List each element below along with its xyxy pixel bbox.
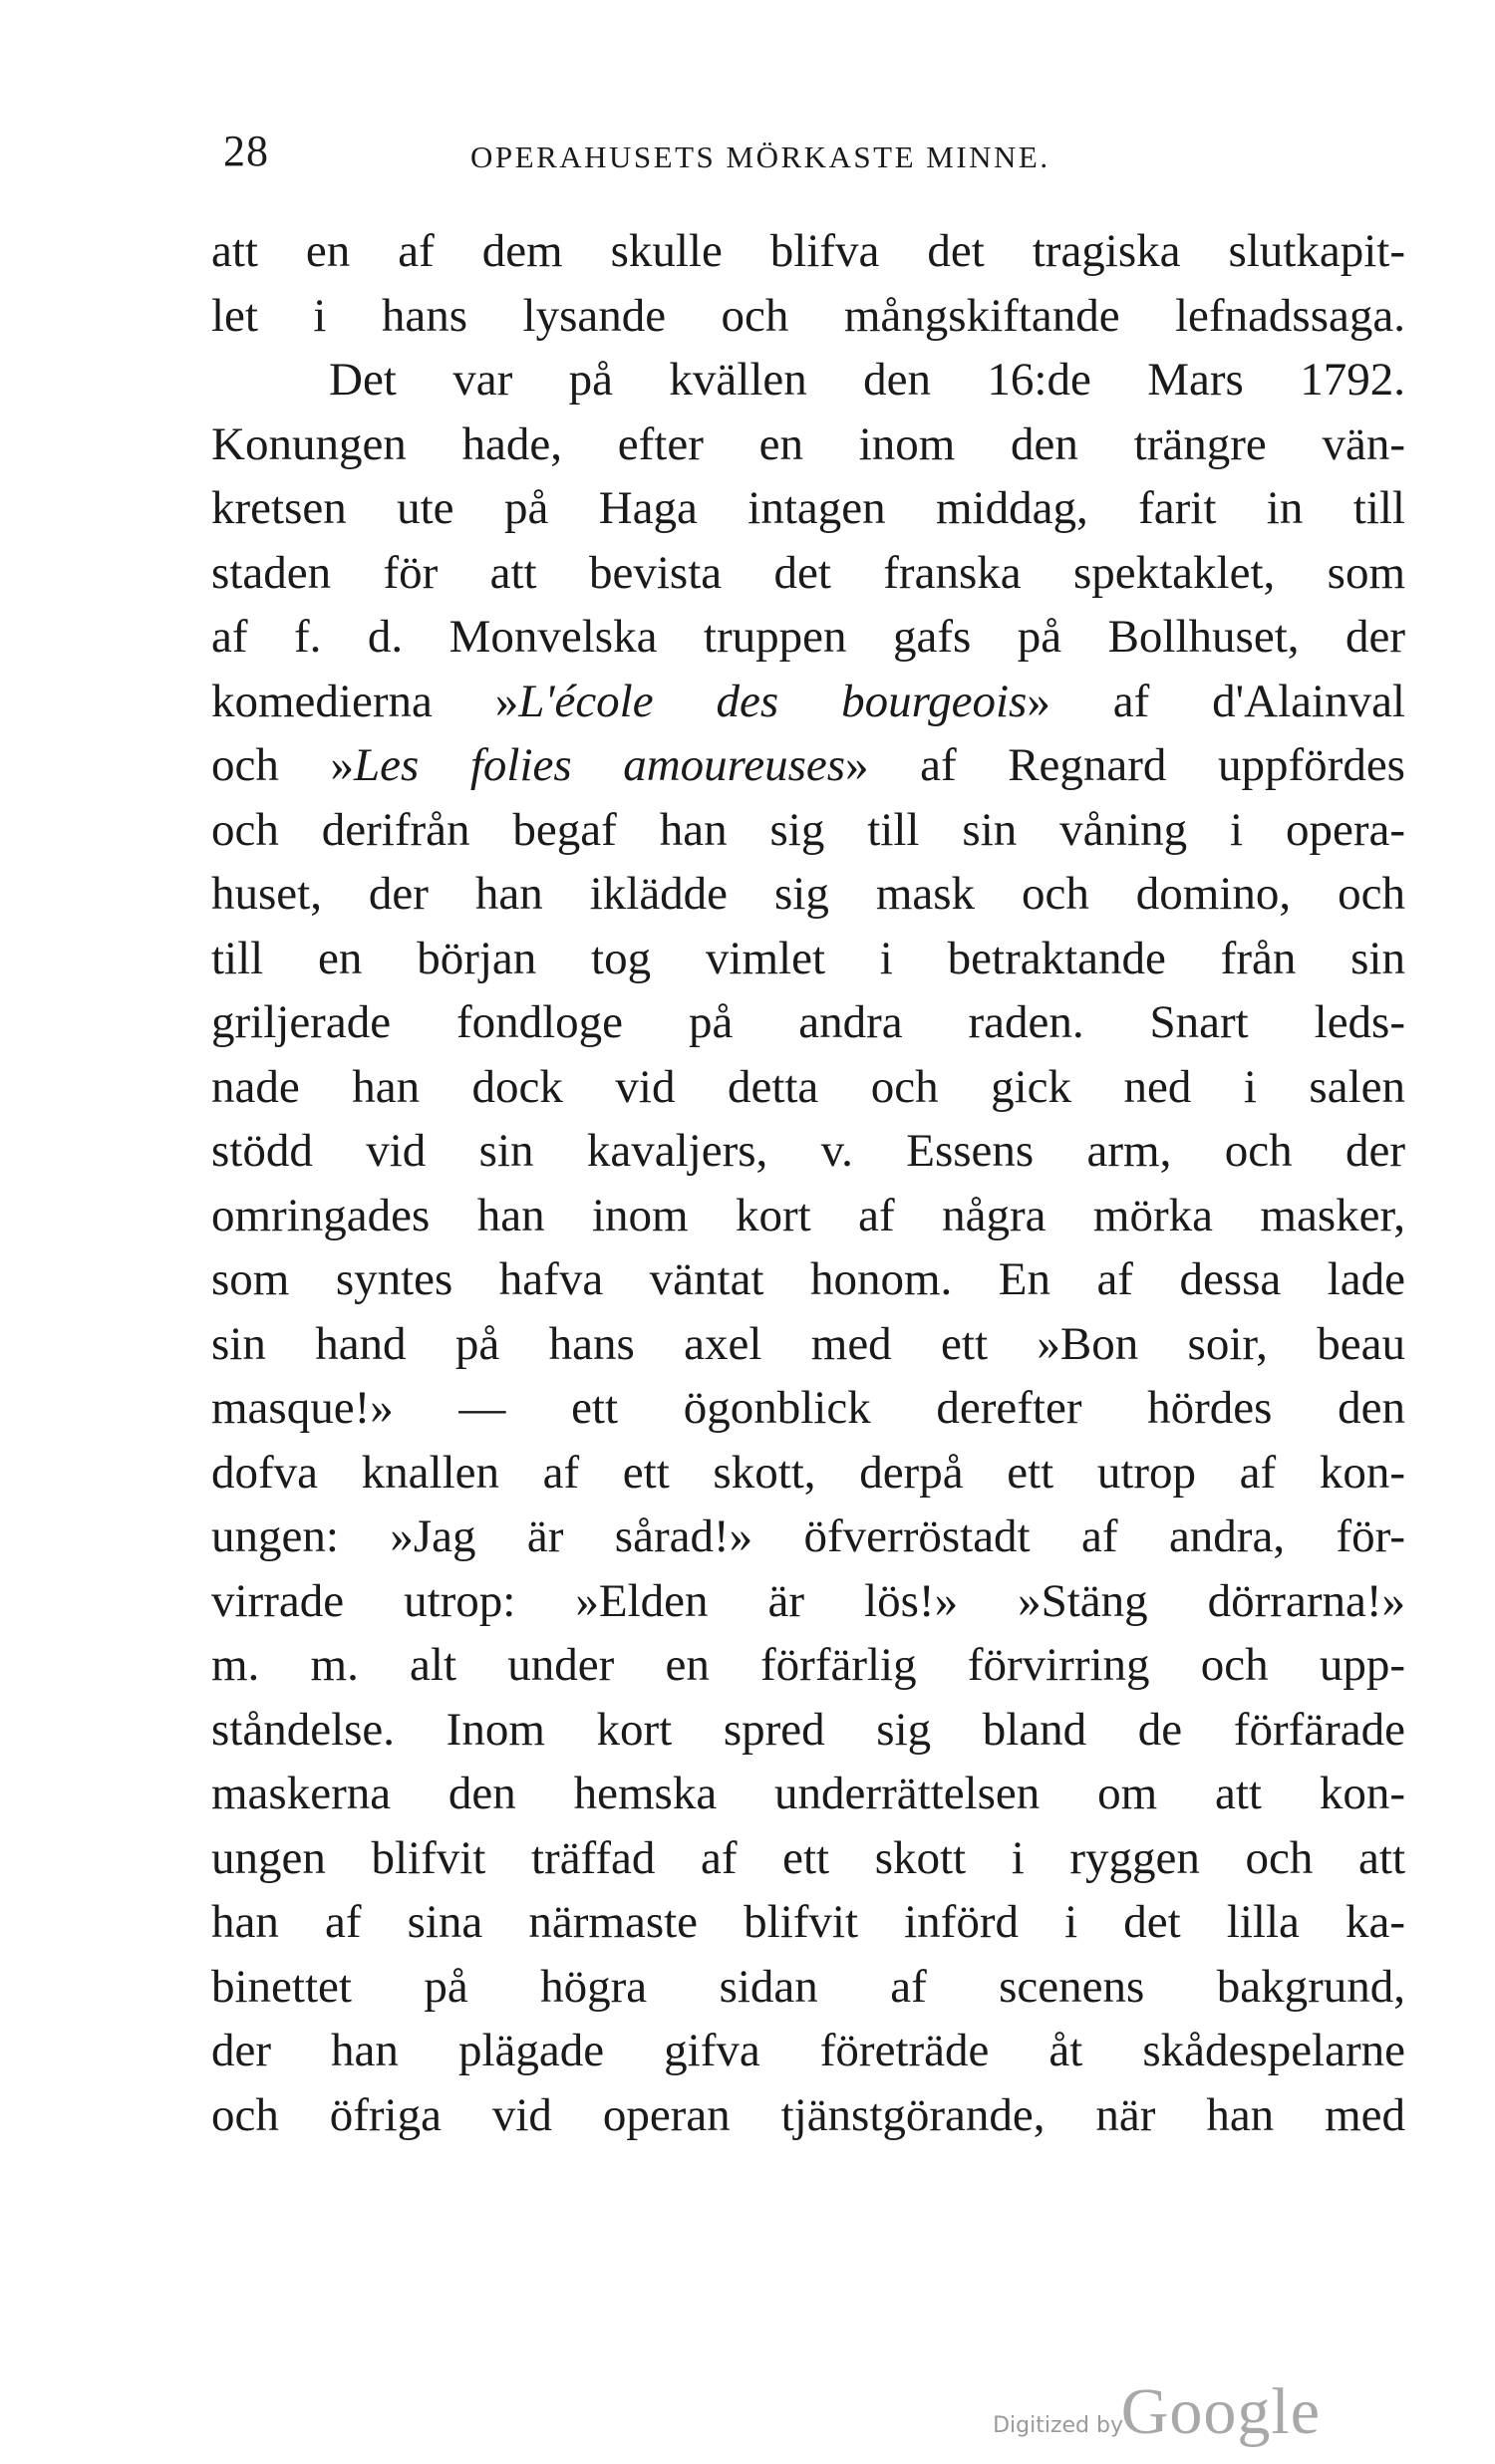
text-segment: komedierna » xyxy=(211,675,519,727)
text-line: ungen: »Jag är sårad!» öfverröstadt af andra, för- xyxy=(211,1510,1405,1562)
text-line: sin hand på hans axel med ett »Bon soir, beau xyxy=(211,1317,1405,1370)
text-line: stödd vid sin kavaljers, v. Essens arm, och der xyxy=(211,1125,1405,1177)
text-line: och derifrån begaf han sig till sin våning i opera- xyxy=(211,803,1405,856)
text-line-with-italic xyxy=(211,733,1405,798)
italic-title: L'école des bourgeois xyxy=(518,675,1028,727)
text-segment: » af d'Alainval xyxy=(1027,675,1405,727)
text-line: maskerna den hemska underrättelsen om att kon- xyxy=(211,1768,1405,1819)
text-line: der han plägade gifva företräde åt skådespelarne xyxy=(211,2025,1405,2076)
google-logo: Google xyxy=(1120,2375,1321,2448)
text-line: masque!» — ett ögonblick derefter hördes den xyxy=(211,1382,1405,1434)
text-line: kretsen ute på Haga intagen middag, farit in till xyxy=(211,482,1405,534)
body-text xyxy=(211,219,1405,2147)
text-line: omringades han inom kort af några mörka masker, xyxy=(211,1189,1405,1241)
text-line: att en af dem skulle blifva det tragiska slutkapit- xyxy=(211,225,1405,277)
text-line: griljerade fondloge på andra raden. Snart leds- xyxy=(211,996,1405,1048)
text-line: som syntes hafva väntat honom. En af dessa lade xyxy=(211,1253,1405,1305)
text-line: virrade utrop: »Elden är lös!» »Stäng dörrarna!» xyxy=(211,1574,1405,1627)
text-segment: » af Regnard uppfördes xyxy=(845,739,1405,791)
digitized-watermark xyxy=(922,2375,1321,2450)
text-line-with-italic xyxy=(211,670,1405,734)
italic-title: Les folies amoureuses xyxy=(353,739,846,791)
page-number: 28 xyxy=(223,127,269,175)
text-line: Det var på kvällen den 16:de Mars 1792. xyxy=(329,354,1405,406)
text-line: let i hans lysande och mångskiftande lefnadssaga. xyxy=(211,289,1405,342)
text-line: nade han dock vid detta och gick ned i salen xyxy=(211,1060,1405,1113)
text-line: han af sina närmaste blifvit införd i det lilla ka- xyxy=(211,1896,1405,1948)
text-line: ungen blifvit träffad af ett skott i ryggen och att xyxy=(211,1831,1405,1884)
text-line: Konungen hade, efter en inom den trängre vän- xyxy=(211,417,1405,470)
text-segment: och » xyxy=(211,739,354,791)
text-line: dofva knallen af ett skott, derpå ett utrop af kon- xyxy=(211,1446,1405,1499)
running-title: OPERAHUSETS MÖRKASTE MINNE. xyxy=(470,139,1050,174)
running-head xyxy=(219,126,1216,185)
text-line: m. m. alt under en förfärlig förvirring och upp- xyxy=(211,1639,1405,1691)
text-line: till en början tog vimlet i betraktande från sin xyxy=(211,932,1405,984)
watermark-caption: Digitized by xyxy=(993,2413,1123,2438)
text-line: huset, der han iklädde sig mask och domino, och xyxy=(211,868,1405,920)
text-line: staden för att bevista det franska spektaklet, som xyxy=(211,546,1405,599)
text-line: och öfriga vid operan tjänstgörande, när han med xyxy=(211,2088,1405,2141)
text-line: ståndelse. Inom kort spred sig bland de förfärade xyxy=(211,1703,1405,1756)
text-line: binettet på högra sidan af scenens bakgrund, xyxy=(211,1960,1405,2013)
text-line: af f. d. Monvelska truppen gafs på Bollhuset, der xyxy=(211,611,1405,663)
